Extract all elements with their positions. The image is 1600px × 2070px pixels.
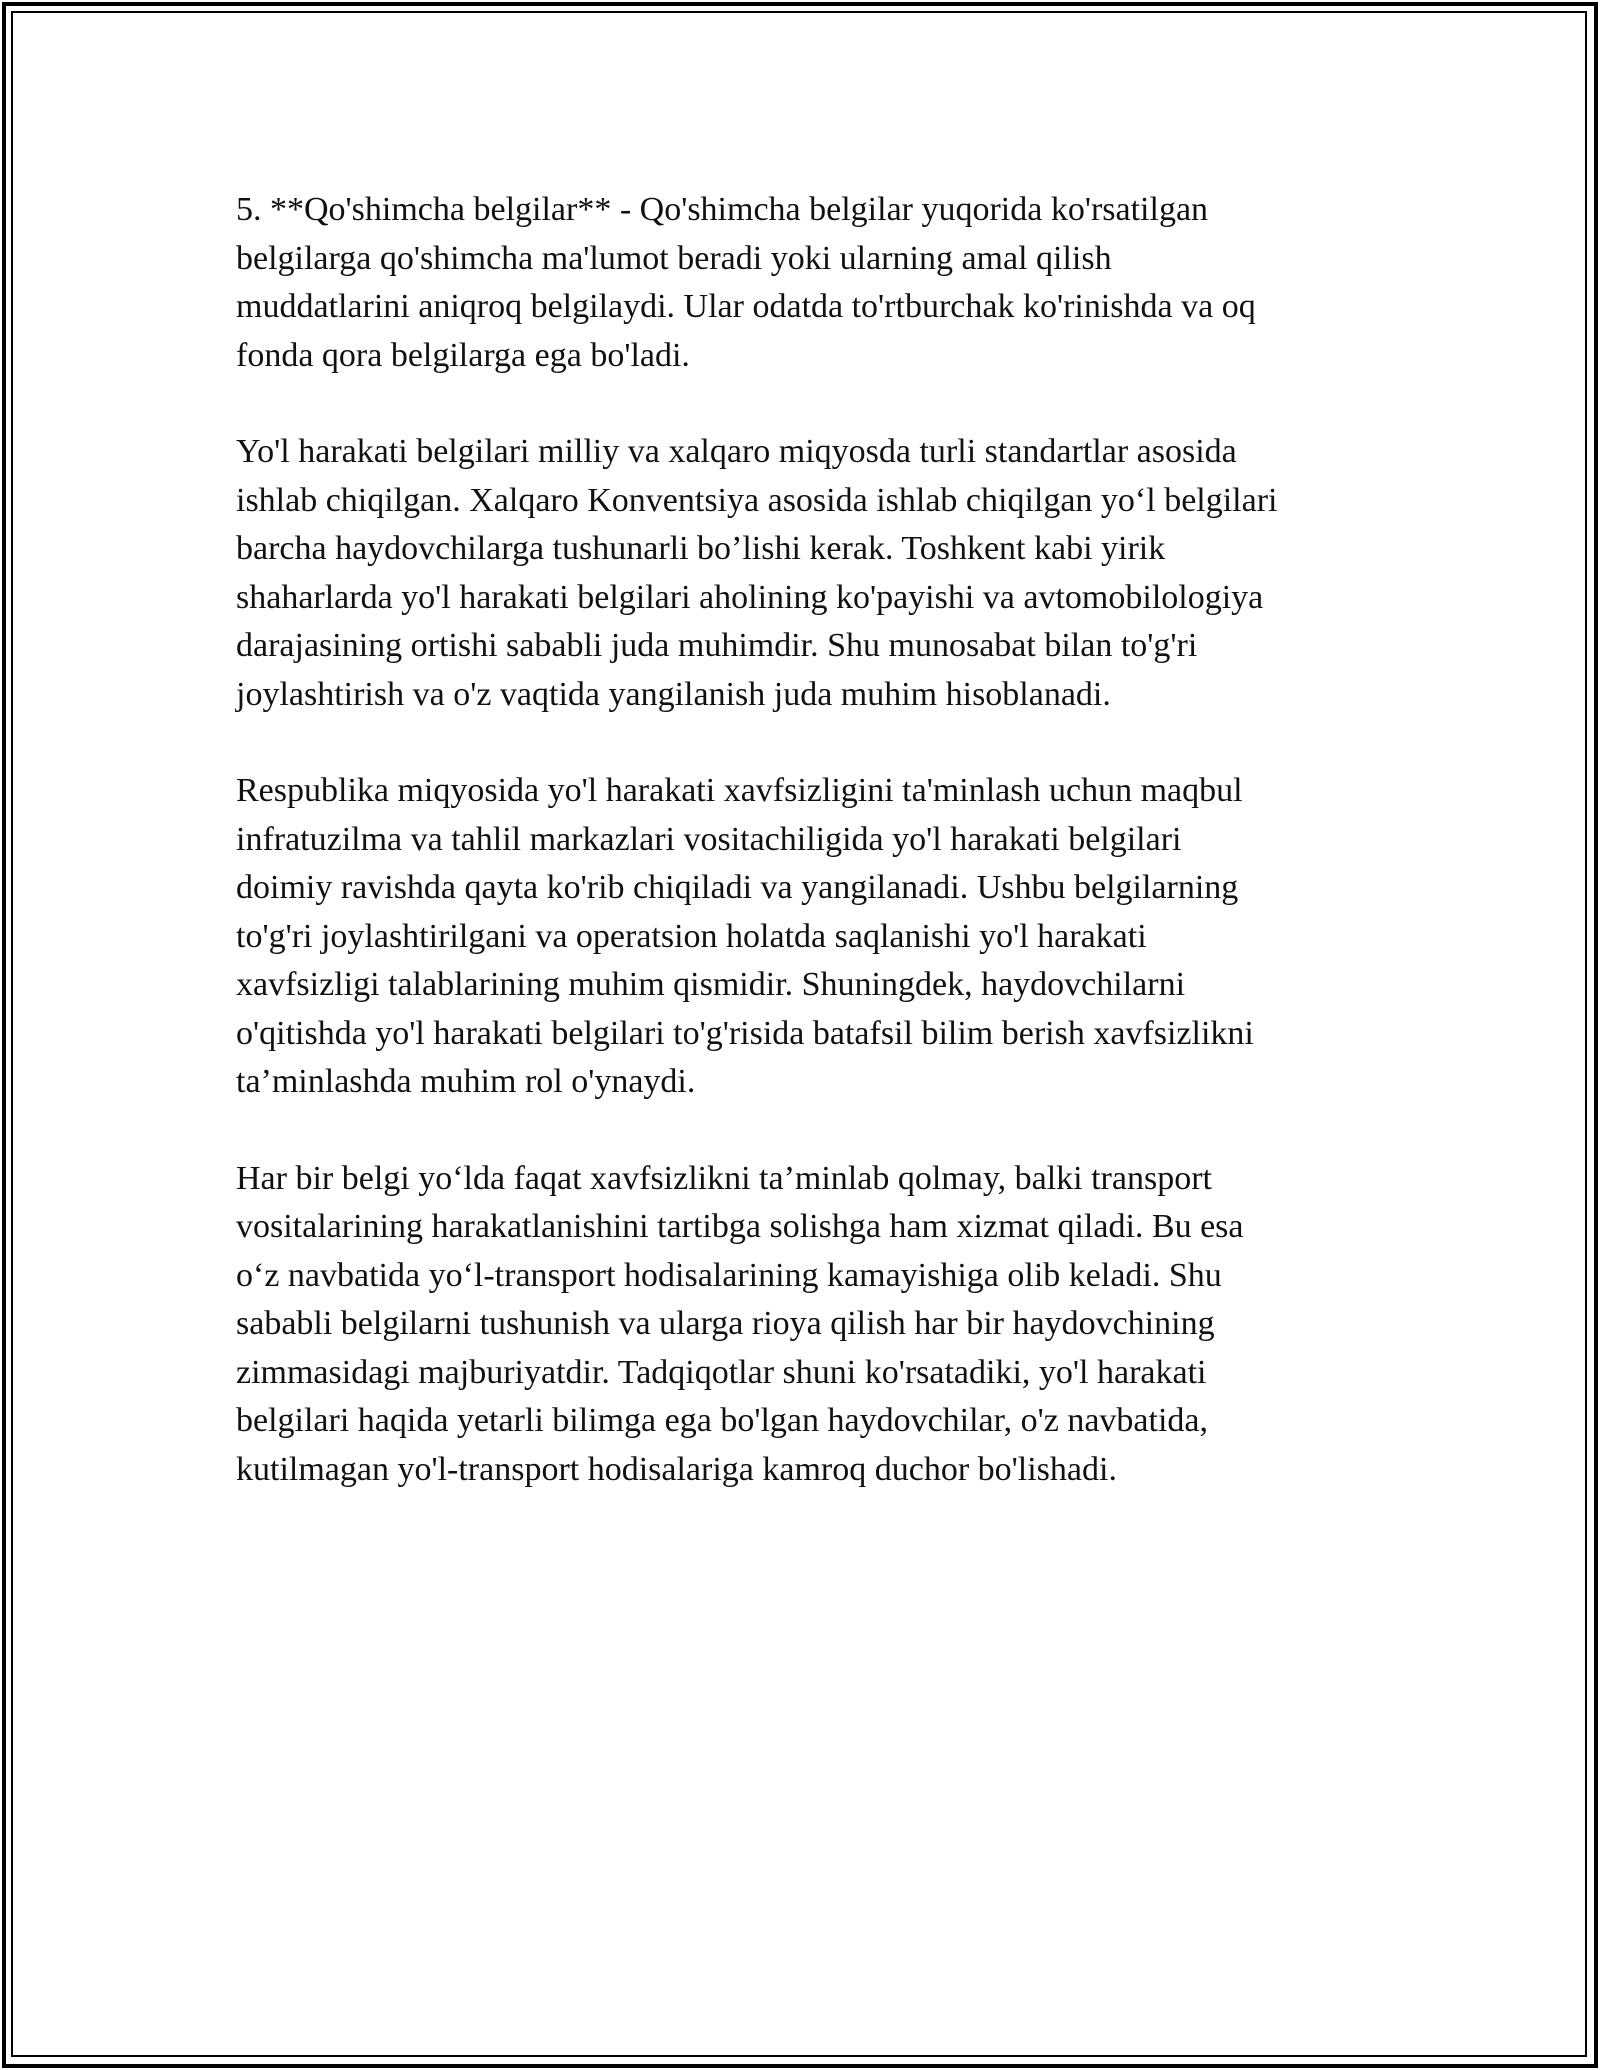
- paragraph-driver-responsibility: Har bir belgi yo‘lda faqat xavfsizlikni ta’minlab qolmay, balki transport vositalarining harakatlanishini tartibga solishga ham xizmat qiladi. Bu esa o‘z navbatida yo‘l-transport hodisalarining kamayishiga olib keladi. Shu sababli belgilarni tushunish va ularga rioya qilish har bir haydovchining zimmasidagi majburiyatdir. Tadqiqotlar shuni ko'rsatadiki, yo'l harakati belgilari haqida yetarli bilimga ega bo'lgan haydovchilar, o'z navbatida, kutilmagan yo'l-transport hodisalariga kamroq duchor bo'lishadi.: [236, 1159, 1244, 1488]
- paragraph-additional-signs: 5. **Qo'shimcha belgilar** - Qo'shimcha belgilar yuqorida ko'rsatilgan belgilarga qo'shimcha ma'lumot beradi yoki ularning amal qilish muddatlarini aniqroq belgilaydi. Ular odatda to'rtburchak ko'rinishda va oq fonda qora belgilarga ega bo'ladi.: [236, 191, 1256, 374]
- document-body: [236, 186, 1376, 1542]
- paragraph-standards: Yo'l harakati belgilari milliy va xalqaro miqyosda turli standartlar asosida ishlab chiqilgan. Xalqaro Konventsiya asosida ishlab chiqilgan yo‘l belgilari barcha haydovchilarga tushunarli bo’lishi kerak. Toshkent kabi yirik shaharlarda yo'l harakati belgilari aholining ko'payishi va avtomobilologiya darajasining ortishi sababli juda muhimdir. Shu munosabat bilan to'g'ri joylashtirish va o'z vaqtida yangilanish juda muhim hisoblanadi.: [236, 433, 1278, 713]
- paragraph-republic-safety: Respublika miqyosida yo'l harakati xavfsizligini ta'minlash uchun maqbul infratuzilma va tahlil markazlari vositachiligida yo'l harakati belgilari doimiy ravishda qayta ko'rib chiqiladi va yangilanadi. Ushbu belgilarning to'g'ri joylashtirilgani va operatsion holatda saqlanishi yo'l harakati xavfsizligi talablarining muhim qismidir. Shuningdek, haydovchilarni o'qitishda yo'l harakati belgilari to'g'risida batafsil bilim berish xavfsizlikni ta’minlashda muhim rol o'ynaydi.: [236, 772, 1254, 1100]
